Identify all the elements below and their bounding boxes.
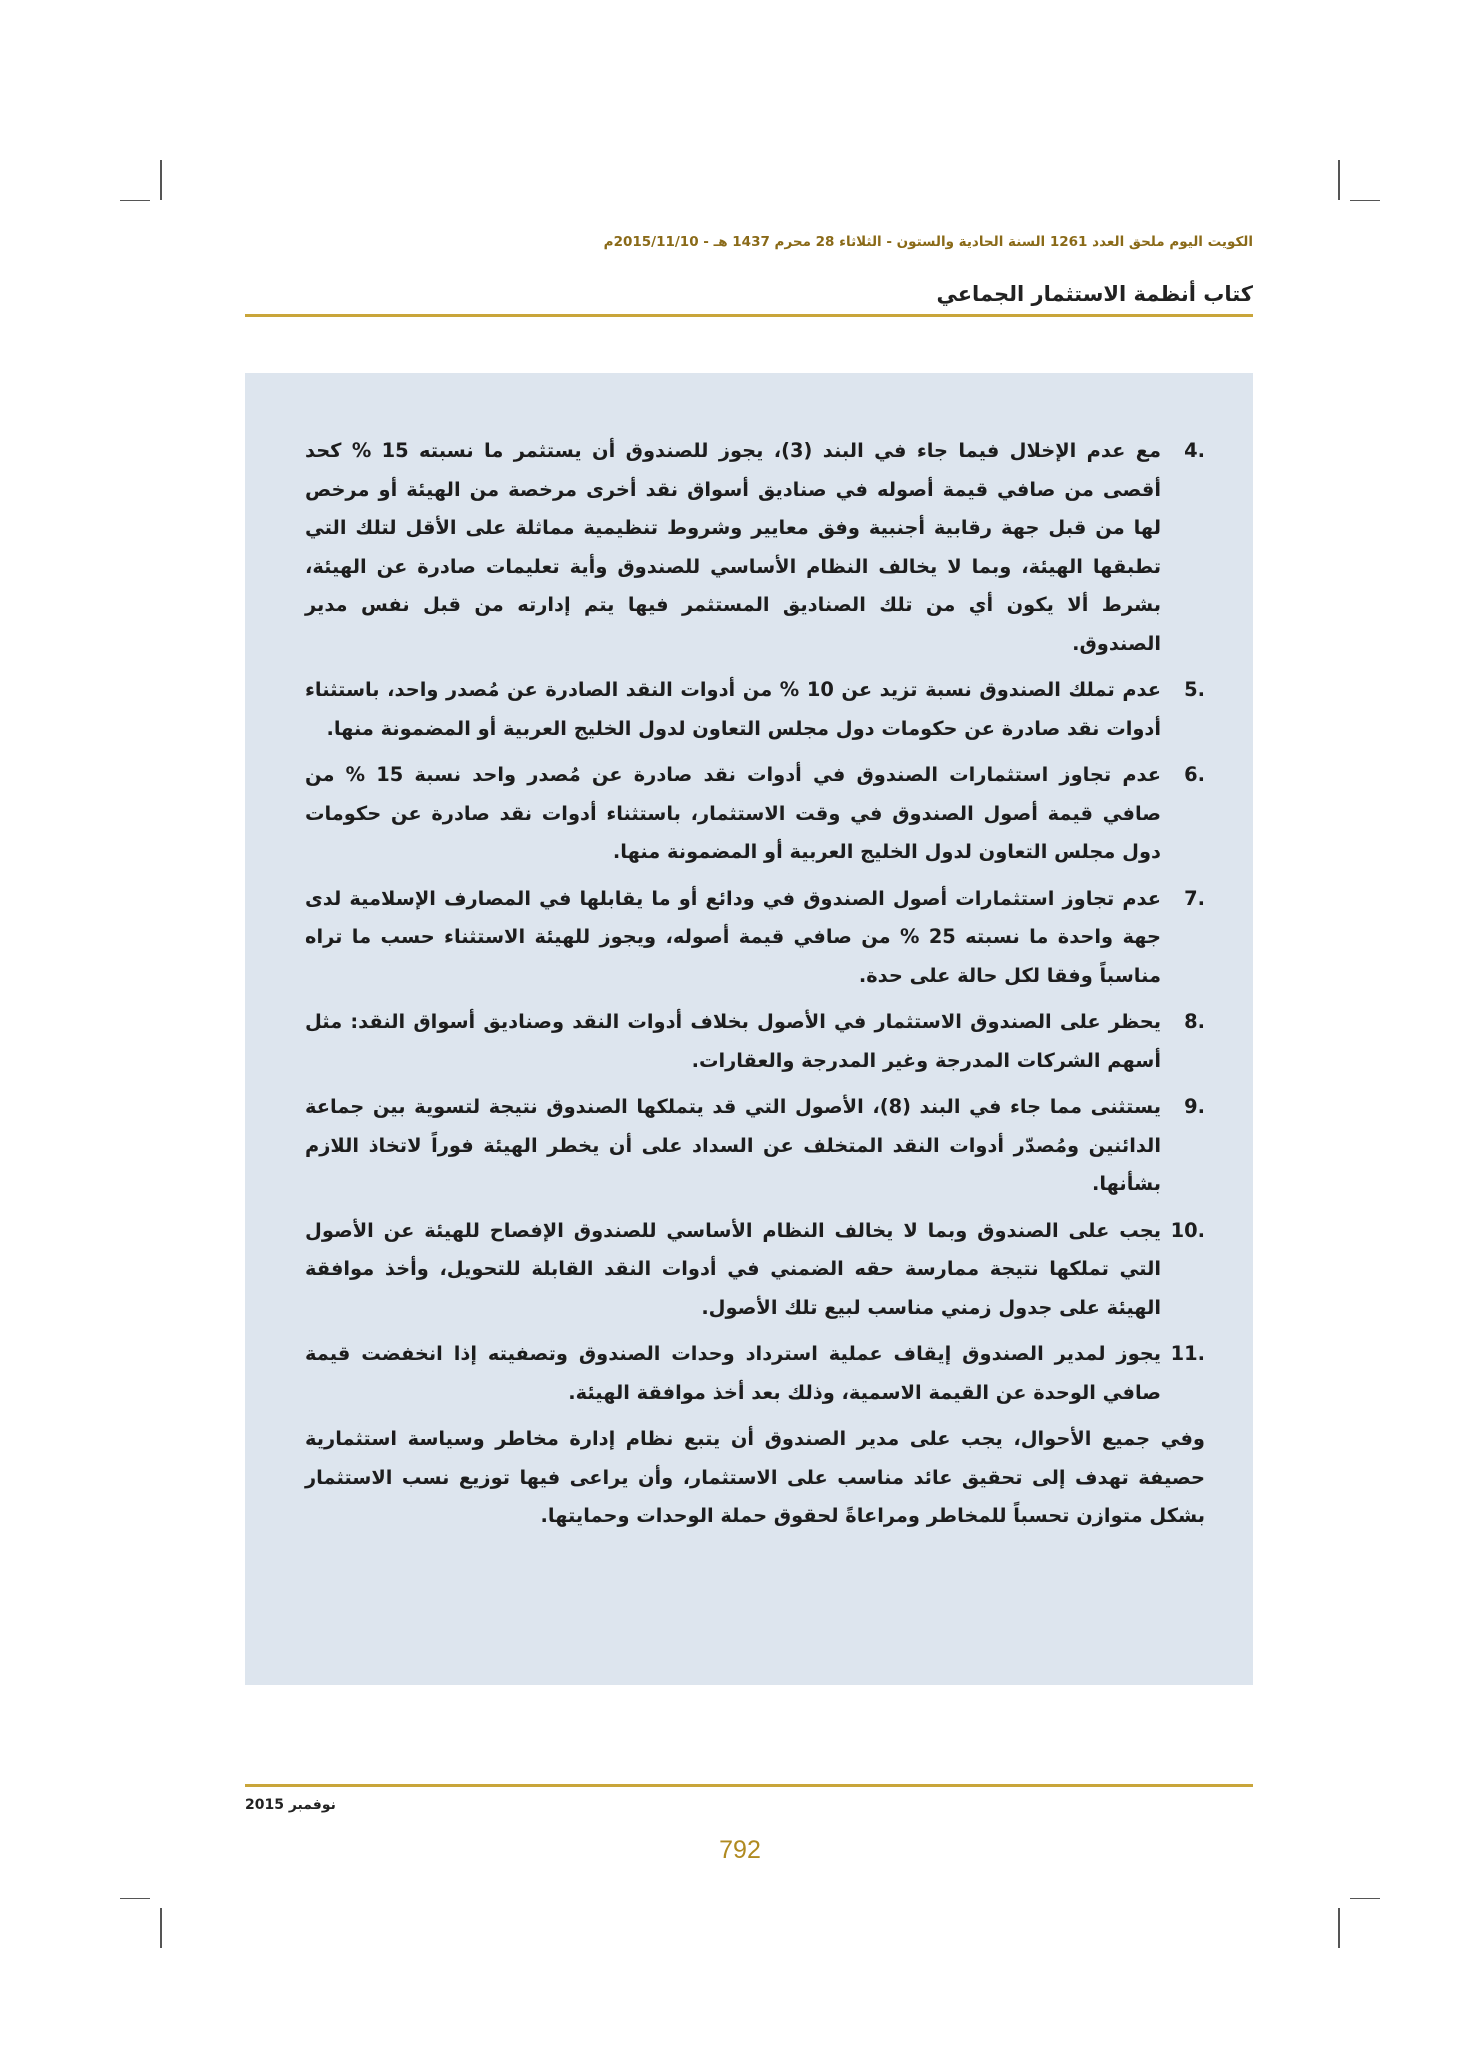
item-number: 8. (1184, 1010, 1205, 1033)
page-number: 792 (719, 1836, 761, 1864)
item-number: 9. (1184, 1095, 1205, 1118)
list-item (305, 432, 1205, 663)
book-title: كتاب أنظمة الاستثمار الجماعي (936, 282, 1253, 306)
item-number: 11. (1170, 1342, 1205, 1365)
item-number: 4. (1184, 439, 1205, 462)
list-item (305, 1335, 1205, 1412)
list-item (305, 671, 1205, 748)
item-text: عدم تجاوز استثمارات أصول الصندوق في ودائع أو ما يقابلها في المصارف الإسلامية لدى جهة واحدة ما نسبته 25 % من صافي قيمة أصوله، ويجوز للهيئة الاستثناء حسب ما تراه مناسباً وفقا لكل حالة على حدة. (305, 886, 1162, 987)
item-text: عدم تملك الصندوق نسبة تزيد عن 10 % من أدوات النقد الصادرة عن مُصدر واحد، باستثناء أدوات نقد صادرة عن حكومات دول مجلس التعاون لدول الخليج العربية أو المضمونة منها. (305, 678, 1161, 740)
list-item (305, 756, 1205, 872)
item-number: 6. (1184, 763, 1205, 786)
crop-mark (120, 1898, 150, 1899)
publication-line: الكويت اليوم ملحق العدد 1261 السنة الحادية والستون - الثلاثاء 28 محرم 1437 هـ - 2015/11/10م (603, 234, 1253, 250)
content-body (305, 432, 1205, 1536)
item-text: يجوز لمدير الصندوق إيقاف عملية استرداد وحدات الصندوق وتصفيته إذا انخفضت قيمة صافي الوحدة عن القيمة الاسمية، وذلك بعد أخذ موافقة الهيئة. (305, 1342, 1161, 1404)
item-text: يحظر على الصندوق الاستثمار في الأصول بخلاف أدوات النقد وصناديق أسواق النقد: مثل أسهم الشركات المدرجة وغير المدرجة والعقارات. (305, 1010, 1161, 1072)
crop-mark (1338, 160, 1340, 200)
list-item (305, 1088, 1205, 1204)
item-number: 7. (1184, 886, 1205, 910)
item-number: 10. (1170, 1218, 1205, 1242)
crop-mark (160, 160, 162, 200)
item-text: يستثنى مما جاء في البند (8)، الأصول التي قد يتملكها الصندوق نتيجة لتسوية بين جماعة الدائنين ومُصدّر أدوات النقد المتخلف عن السداد على أن يخطر الهيئة فوراً لاتخاذ اللازم بشأنها. (305, 1095, 1161, 1195)
item-number: 5. (1184, 678, 1205, 701)
footer-date: نوفمبر 2015 (245, 1797, 336, 1813)
crop-mark (1338, 1908, 1340, 1948)
closing-paragraph: وفي جميع الأحوال، يجب على مدير الصندوق أن يتبع نظام إدارة مخاطر وسياسة استثمارية حصيفة تهدف إلى تحقيق عائد مناسب على الاستثمار، وأن يراعى فيها توزيع نسب الاستثمار بشكل متوازن تحسباً للمخاطر ومراعاةً لحقوق حملة الوحدات وحمايتها. (305, 1427, 1205, 1527)
header-rule (245, 314, 1253, 317)
list-item (305, 1212, 1205, 1328)
crop-mark (1350, 1898, 1380, 1899)
list-item (305, 880, 1205, 996)
crop-mark (160, 1908, 162, 1948)
list-item (305, 1003, 1205, 1080)
item-text: عدم تجاوز استثمارات الصندوق في أدوات نقد صادرة عن مُصدر واحد نسبة 15 % من صافي قيمة أصول الصندوق في وقت الاستثمار، باستثناء أدوات نقد صادرة عن حكومات دول مجلس التعاون لدول الخليج العربية أو المضمونة منها. (305, 763, 1161, 863)
item-text: يجب على الصندوق وبما لا يخالف النظام الأساسي للصندوق الإفصاح للهيئة عن الأصول التي تملكها نتيجة ممارسة حقه الضمني في أدوات النقد القابلة للتحويل، وأخذ موافقة الهيئة على جدول زمني مناسب لبيع تلك الأصول. (305, 1218, 1161, 1319)
crop-mark (120, 200, 150, 201)
item-text: مع عدم الإخلال فيما جاء في البند (3)، يجوز للصندوق أن يستثمر ما نسبته 15 % كحد أقصى من صافي قيمة أصوله في صناديق أسواق نقد أخرى مرخصة من الهيئة أو مرخص لها من قبل جهة رقابية أجنبية وفق معايير وشروط تنظيمية مماثلة على الأقل لتلك التي تطبقها الهيئة، وبما لا يخالف النظام الأساسي للصندوق وأية تعليمات صادرة عن الهيئة، بشرط ألا يكون أي من تلك الصناديق المستثمر فيها يتم إدارته من قبل نفس مدير الصندوق. (305, 439, 1161, 655)
crop-mark (1350, 200, 1380, 201)
footer-rule (245, 1784, 1253, 1787)
